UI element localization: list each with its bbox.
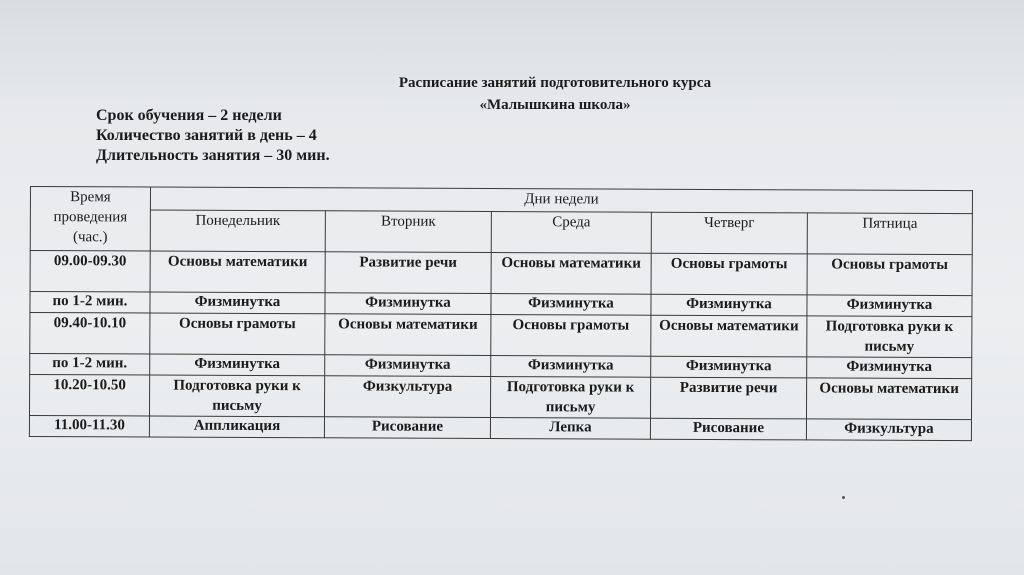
paper-speck: [842, 496, 845, 499]
table-row: [29, 375, 971, 420]
table-cell: Подготовка руки к письму: [807, 316, 972, 358]
course-duration: Срок обучения – 2 недели: [96, 107, 282, 124]
table-cell: Основы математики: [150, 251, 325, 293]
table-cell: Развитие речи: [650, 377, 806, 419]
course-info: [96, 106, 330, 166]
table-cell: Физминутка: [491, 356, 651, 378]
schedule-table: [29, 186, 973, 441]
row-time: 10.20-10.50: [29, 375, 149, 417]
table-cell: Рисование: [650, 418, 806, 440]
title-line-2: «Малышкина школа»: [479, 97, 631, 113]
row-time: 11.00-11.30: [29, 416, 149, 438]
document-title: [300, 72, 810, 116]
table-cell: Физминутка: [325, 293, 491, 315]
row-time: 09.40-10.10: [30, 313, 150, 355]
table-cell: Физминутка: [807, 357, 972, 379]
days-header: Дни недели: [150, 187, 972, 214]
table-cell: Физминутка: [651, 294, 807, 316]
table-cell: Лепка: [490, 418, 650, 440]
table-cell: Рисование: [324, 417, 490, 439]
table-cell: Физкультура: [806, 419, 971, 441]
day-header-thursday: Четверг: [651, 212, 807, 254]
table-cell: Физминутка: [325, 355, 491, 377]
table-cell: Физкультура: [324, 376, 490, 418]
table-cell: Основы математики: [651, 315, 807, 357]
table-cell: Подготовка руки к письму: [149, 375, 324, 417]
table-cell: Физминутка: [491, 294, 651, 316]
title-line-1: Расписание занятий подготовительного курса: [398, 75, 712, 91]
row-time: 09.00-09.30: [30, 251, 150, 293]
table-cell: Развитие речи: [325, 252, 491, 294]
table-cell: Основы грамоты: [491, 315, 651, 357]
table-cell: Основы грамоты: [651, 253, 807, 295]
table-cell: Основы грамоты: [807, 254, 972, 296]
day-header-tuesday: Вторник: [325, 211, 491, 253]
table-cell: Основы математики: [325, 314, 491, 356]
day-header-wednesday: Среда: [491, 212, 651, 254]
table-cell: Подготовка руки к письму: [490, 377, 650, 419]
day-header-monday: Понедельник: [150, 210, 325, 252]
table-row: [29, 416, 971, 441]
lessons-per-day: Количество занятий в день – 4: [96, 127, 317, 144]
table-cell: Основы математики: [491, 253, 651, 295]
table-cell: Физминутка: [150, 354, 325, 376]
table-cell: Аппликация: [149, 416, 324, 438]
table-row: [30, 313, 972, 358]
table-cell: Основы грамоты: [150, 313, 325, 355]
table-cell: Физминутка: [150, 292, 325, 314]
table-cell: Основы математики: [806, 378, 971, 420]
table-cell: Физминутка: [807, 295, 972, 317]
row-time: по 1-2 мин.: [30, 292, 150, 314]
row-time: по 1-2 мин.: [30, 354, 150, 376]
table-cell: Физминутка: [651, 356, 807, 378]
day-header-friday: Пятница: [807, 213, 972, 255]
table-row: [30, 251, 972, 296]
time-column-header: Время проведения (час.): [30, 187, 150, 252]
lesson-length: Длительность занятия – 30 мин.: [96, 147, 330, 164]
